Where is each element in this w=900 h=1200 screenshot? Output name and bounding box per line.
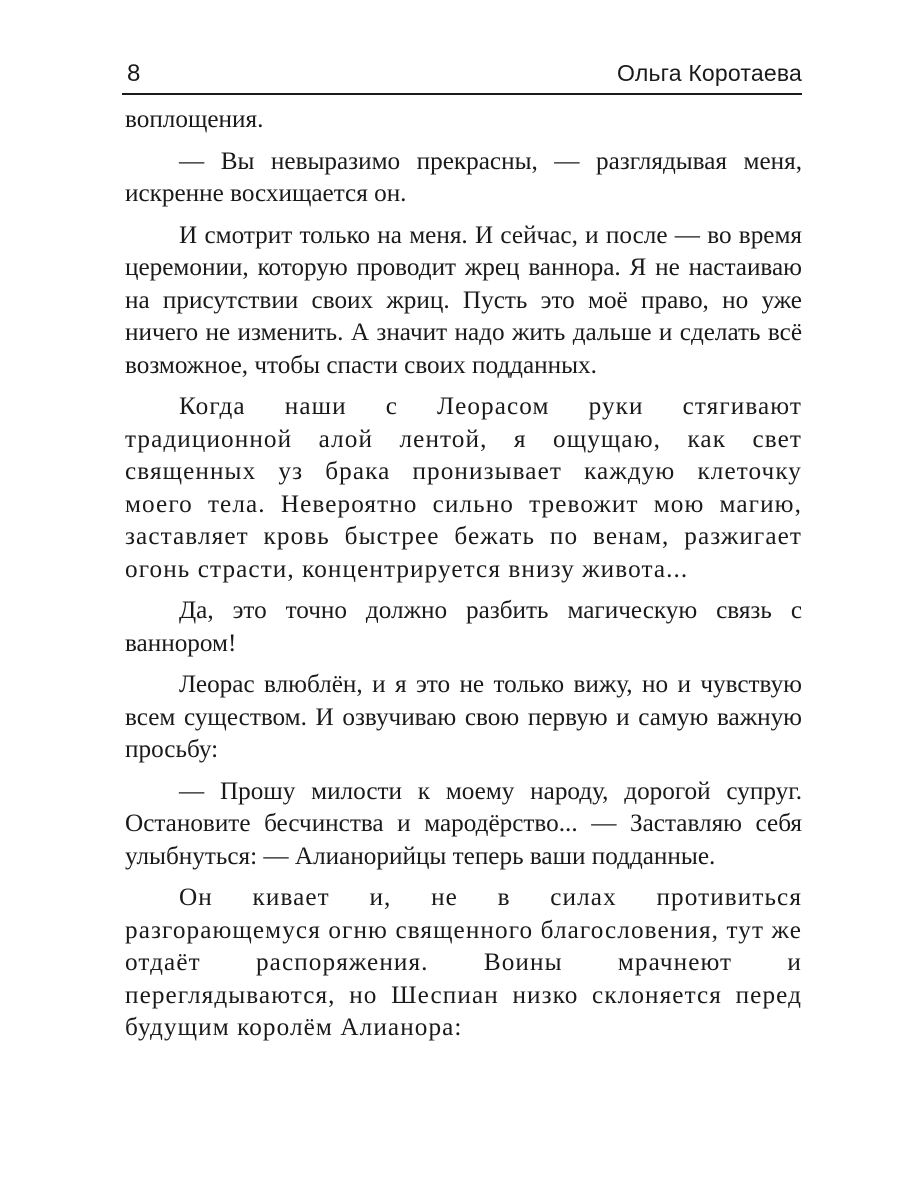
paragraph: Когда наши с Леорасом руки стягивают традиционной алой лентой, я ощущаю, как свет священных уз брака пронизывает каждую клеточку моего тела. Невероятно сильно тревожит мою магию, заставляет кровь быстрее бежать по венам, разжигает огонь страсти, концентрируется внизу живота... bbox=[125, 393, 802, 583]
paragraph: Он кивает и, не в силах противиться разгорающемуся огню священного благословения, тут же отдаёт распоряжения. Воины мрачнеют и переглядываются, но Шеспиан низко склоняется перед будущим королём Алианора: bbox=[125, 884, 802, 1041]
paragraph: Да, это точно должно разбить магическую связь с ваннором! bbox=[125, 597, 802, 657]
paragraph: И смотрит только на меня. И сейчас, и после — во время церемонии, которую проводит жрец ваннора. Я не настаиваю на присутствии своих жриц. Пусть это моё право, но уже ничего не изменить. А значит надо жить дальше и сделать всё возможное, чтобы спасти своих подданных. bbox=[125, 221, 802, 379]
page-number: 8 bbox=[127, 60, 141, 87]
paragraph: Леорас влюблён, и я это не только вижу, но и чувствую всем существом. И озвучиваю свою первую и самую важную просьбу: bbox=[125, 671, 802, 763]
paragraph: — Прошу милости к моему народу, дорогой супруг. Остановите бесчинства и мародёрство... — Заставляю себя улыбнуться: — Алианорийцы теперь ваши подданные. bbox=[125, 777, 802, 870]
paragraph: воплощения. bbox=[125, 106, 264, 133]
running-title: Ольга Коротаева bbox=[617, 60, 802, 86]
body-text bbox=[125, 104, 802, 1054]
header-rule bbox=[122, 93, 802, 95]
paragraph: — Вы невыразимо прекрасны, — разглядывая меня, искренне восхищается он. bbox=[125, 147, 802, 207]
page-header bbox=[125, 58, 802, 92]
